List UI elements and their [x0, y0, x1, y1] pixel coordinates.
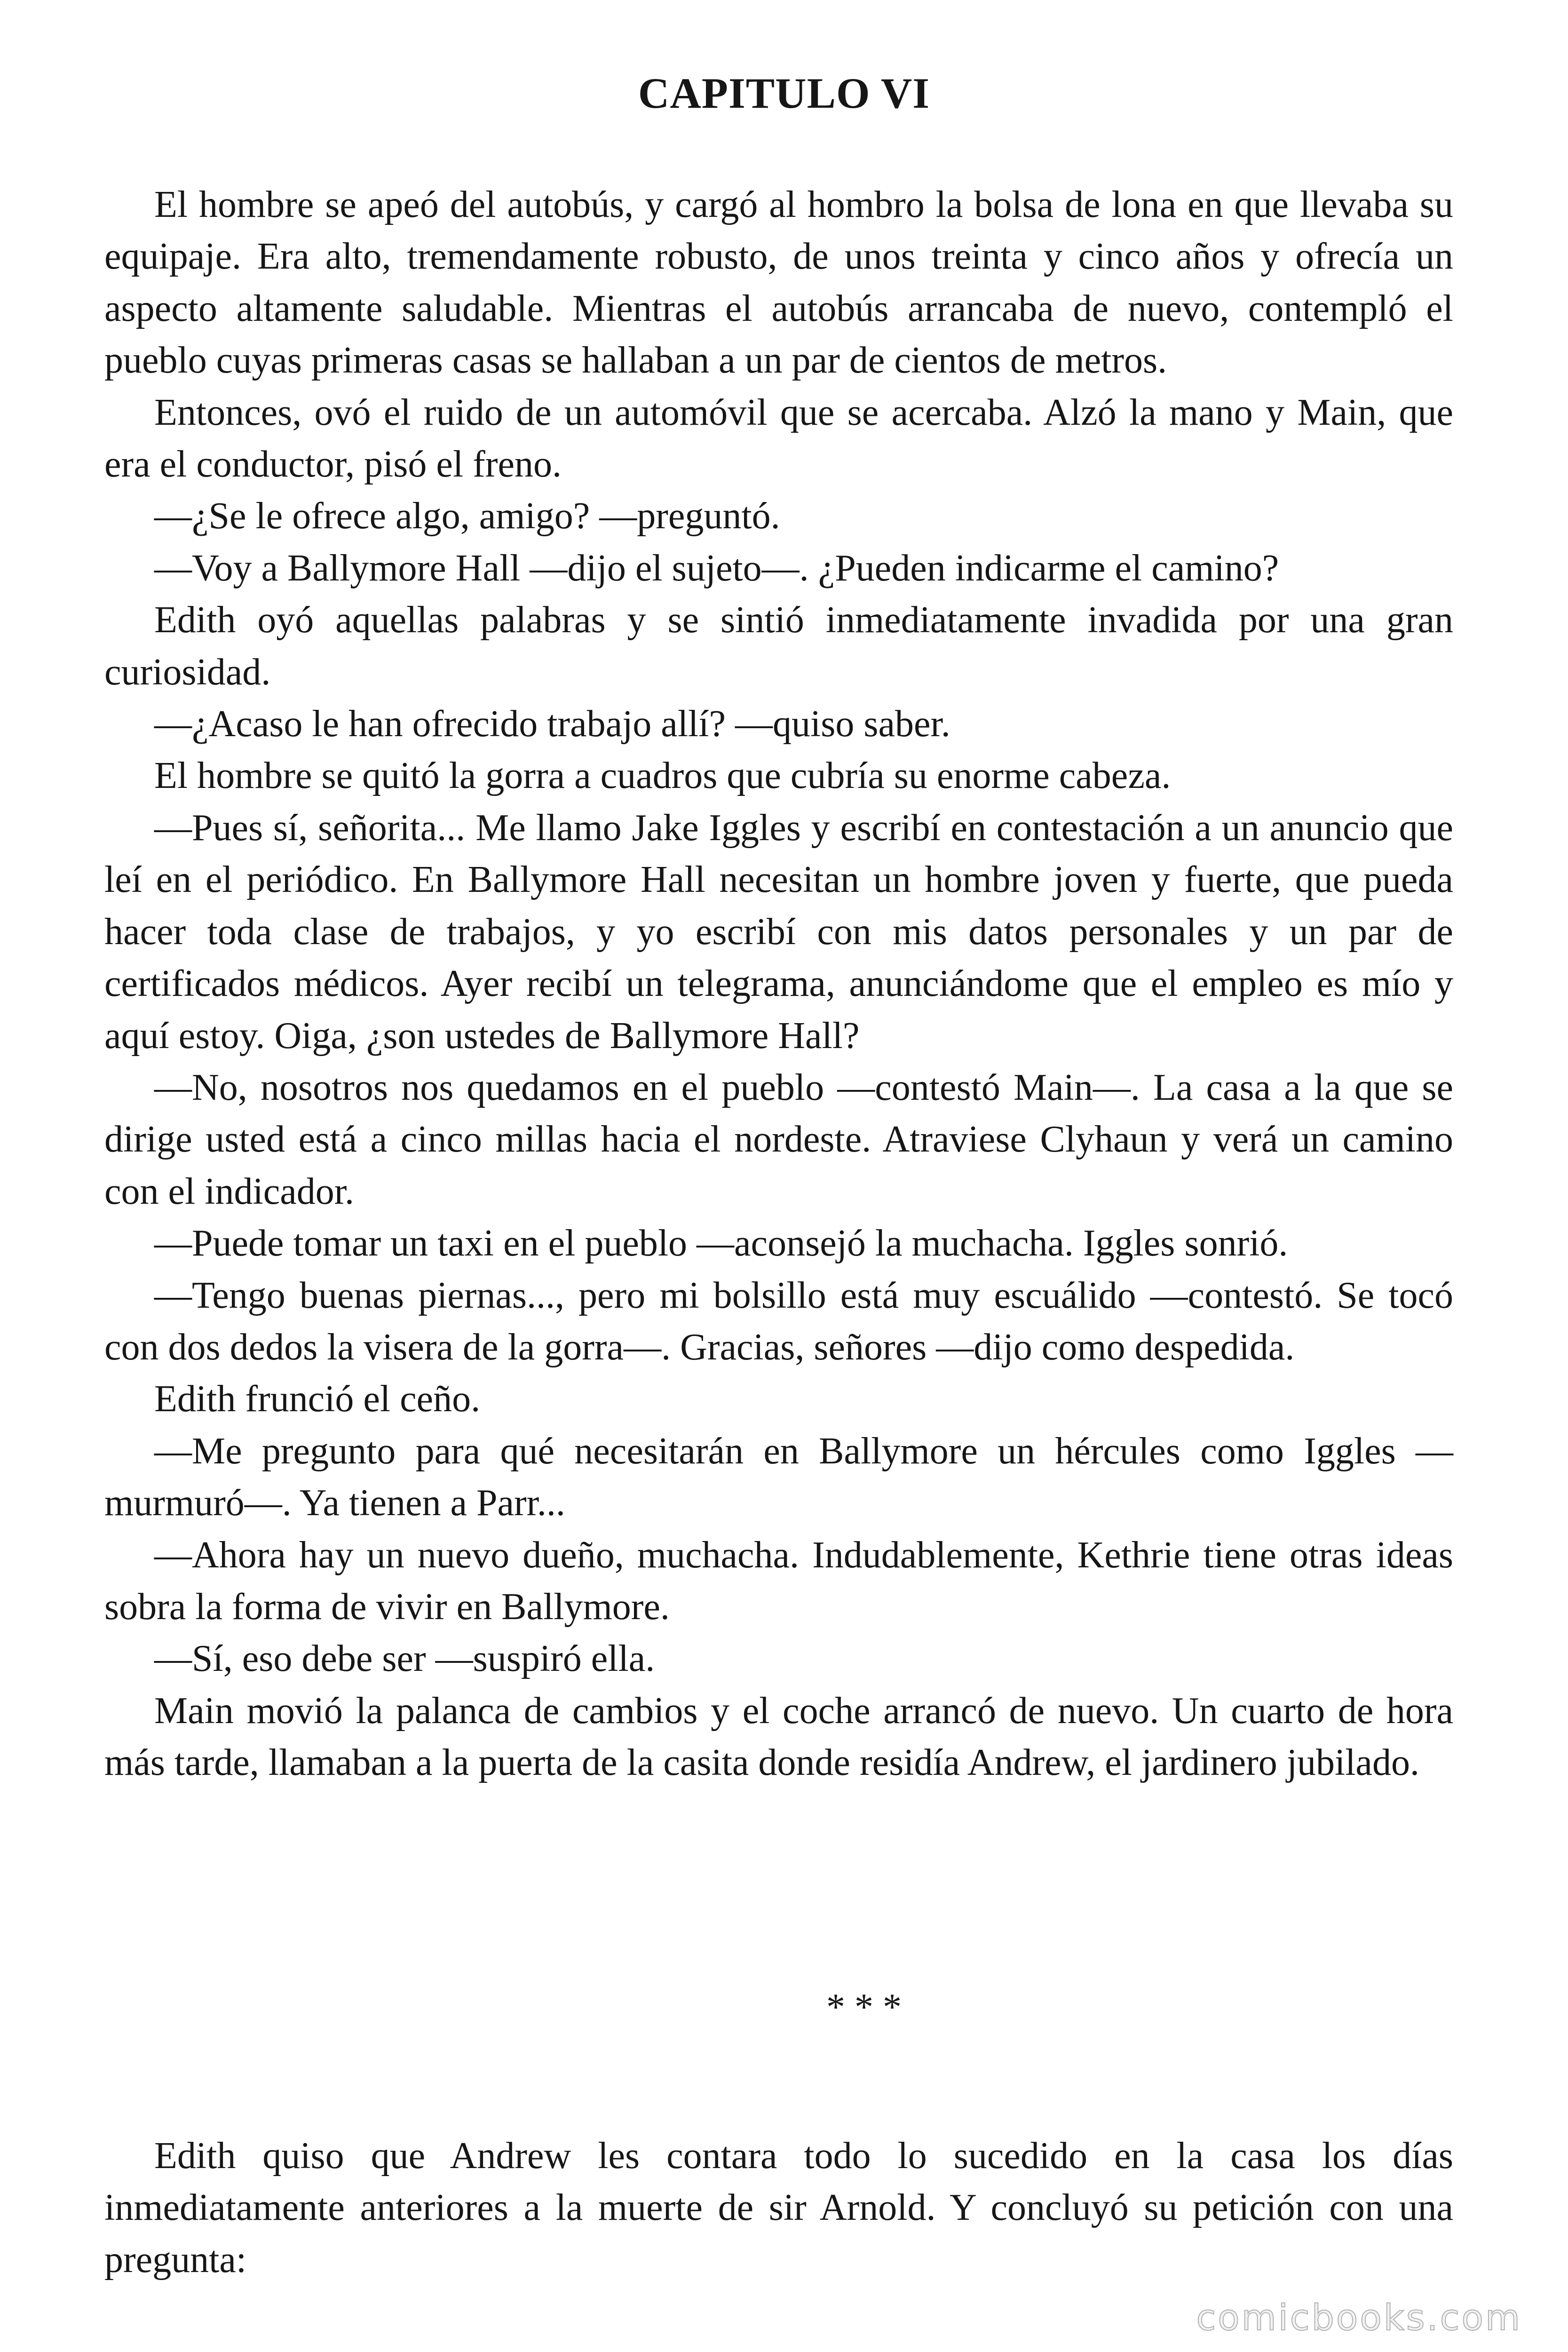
paragraph: —Me pregunto para qué necesitarán en Ballymore un hércules como Iggles — murmuró—. Ya tienen a Parr... — [104, 1430, 1453, 1524]
paragraph: Edith quiso que Andrew les contara todo lo sucedido en la casa los días inmediatamente anteriores a la muerte de sir Arnold. Y concluyó su petición con una pregunta: — [104, 2135, 1453, 2280]
paragraph: Entonces, ovó el ruido de un automóvil que se acercaba. Alzó la mano y Main, que era el conductor, pisó el freno. — [104, 391, 1453, 485]
paragraph: —¿Se le ofrece algo, amigo? —preguntó. — [154, 495, 780, 537]
section-separator: * * * — [826, 1986, 902, 2028]
body-text-before-break — [104, 179, 1453, 1789]
paragraph: —Sí, eso debe ser —suspiró ella. — [154, 1638, 655, 1680]
source-watermark: comicbooks.com — [1196, 2296, 1522, 2338]
paragraph: El hombre se quitó la gorra a cuadros que cubría su enorme cabeza. — [154, 755, 1171, 797]
paragraph: El hombre se apeó del autobús, y cargó al hombro la bolsa de lona en que llevaba su equipaje. Era alto, tremendamente robusto, de unos treinta y cinco años y ofrecía un aspecto altamente saludable. Mientras el autobús arrancaba de nuevo, contempló el pueblo cuyas primeras casas se hallaban a un par de cientos de metros. — [104, 184, 1453, 381]
body-text-after-break — [104, 2130, 1453, 2286]
paragraph: Main movió la palanca de cambios y el coche arrancó de nuevo. Un cuarto de hora más tarde, llamaban a la puerta de la casita donde residía Andrew, el jardinero jubilado. — [104, 1690, 1453, 1784]
paragraph: —Ahora hay un nuevo dueño, muchacha. Indudablemente, Kethrie tiene otras ideas sobra la forma de vivir en Ballymore. — [104, 1534, 1453, 1628]
paragraph: Edith frunció el ceño. — [154, 1378, 481, 1420]
paragraph: —Puede tomar un taxi en el pueblo —aconsejó la muchacha. Iggles sonrió. — [154, 1223, 1288, 1264]
paragraph: —Pues sí, señorita... Me llamo Jake Iggles y escribí en contestación a un anuncio que leí en el periódico. En Ballymore Hall necesitan un hombre joven y fuerte, que pueda hacer toda clase de trabajos, y yo escribí con mis datos personales y un par de certificados médicos. Ayer recibí un telegrama, anunciándome que el empleo es mío y aquí estoy. Oiga, ¿son ustedes de Ballymore Hall? — [104, 807, 1453, 1057]
paragraph: Edith oyó aquellas palabras y se sintió inmediatamente invadida por una gran curiosidad. — [104, 599, 1453, 693]
chapter-title: CAPITULO VI — [638, 69, 930, 117]
paragraph: —¿Acaso le han ofrecido trabajo allí? —quiso saber. — [154, 703, 950, 745]
paragraph: —Tengo buenas piernas..., pero mi bolsillo está muy escuálido —contestó. Se tocó con dos dedos la visera de la gorra—. Gracias, señores —dijo como despedida. — [104, 1274, 1453, 1368]
paragraph: —No, nosotros nos quedamos en el pueblo —contestó Main—. La casa a la que se dirige usted está a cinco millas hacia el nordeste. Atraviese Clyhaun y verá un camino con el indicador. — [104, 1066, 1453, 1212]
paragraph: —Voy a Ballymore Hall —dijo el sujeto—. ¿Pueden indicarme el camino? — [154, 547, 1279, 589]
